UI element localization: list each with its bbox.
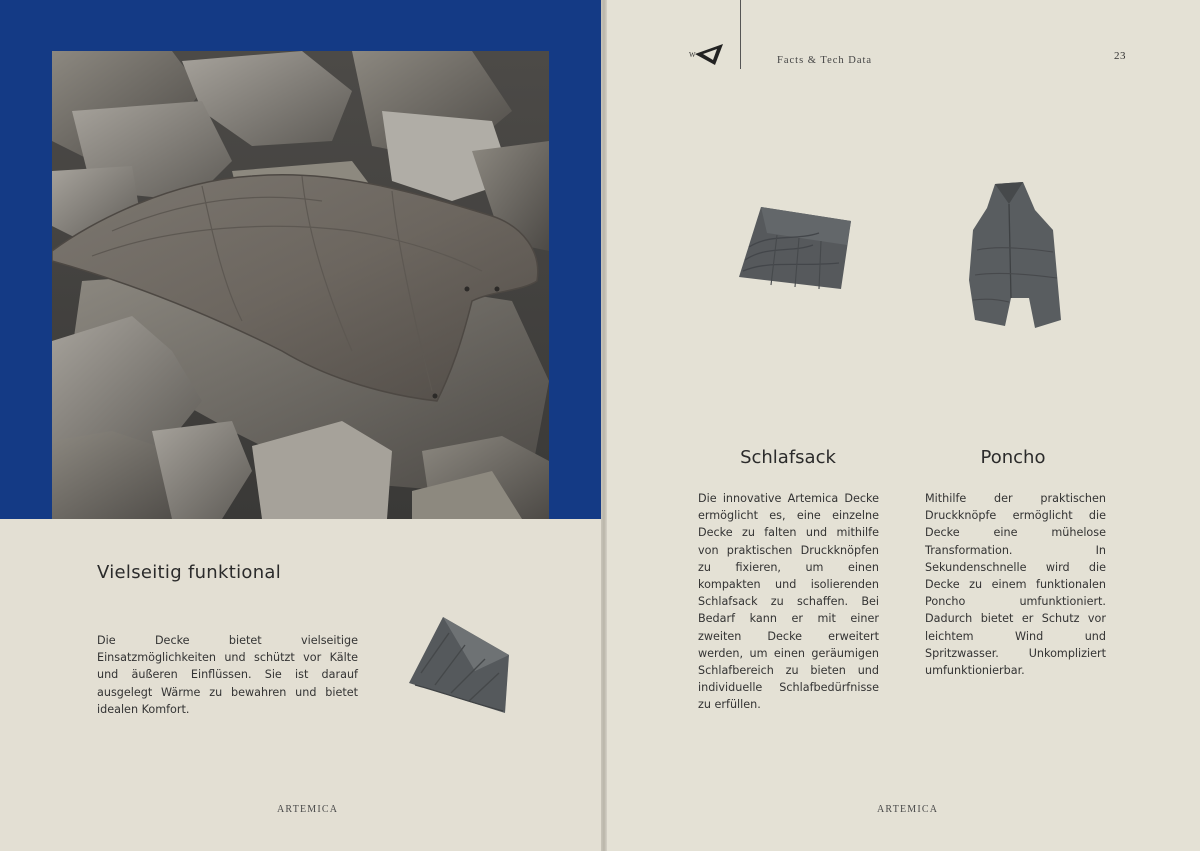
brand-footer: ARTEMICA <box>277 804 339 815</box>
right-page <box>607 0 1200 851</box>
artemica-logo-icon <box>689 41 725 67</box>
logo-letter: W <box>689 51 696 59</box>
schlafsack-body-text: Die innovative Artemica Decke ermöglicht es, eine einzelne Decke zu falten und mithilfe von praktischen Druckknöpfen zu fixieren, um einen kompakten und isolierenden Schlafsack zu schaffen. Bei Bedarf kann er mit einer zweiten Decke erweitert werden, um einen geräumigen Schlafbereich zu bieten und individuelle Schlafbedürfnisse zu erfüllen. <box>698 492 879 712</box>
sleeping-bag-image <box>737 205 852 290</box>
section-body-text: Die Decke bietet vielseitige Einsatzmöglichkeiten und schützt vor Kälte und äußeren Einflüssen. Sie ist darauf ausgelegt Wärme zu bewahren und bietet idealen Komfort. <box>97 634 358 716</box>
schlafsack-heading: Schlafsack <box>740 447 836 468</box>
poncho-image <box>965 180 1065 335</box>
brand-footer: ARTEMICA <box>877 804 939 815</box>
folded-blanket-image <box>405 615 517 715</box>
poncho-body-text: Mithilfe der praktischen Druckknöpfe ermöglicht die Decke eine mühelose Transformation. In Sekundenschnelle wird die Decke zu einem funktionalen Poncho umfunktioniert. Dadurch bietet er Schutz vor leichtem Wind und Spritzwasser. Unkompliziert umfunktionierbar. <box>925 492 1106 678</box>
header-section-label: Facts & Tech Data <box>777 55 873 66</box>
blanket-on-rocks-photo <box>52 51 549 519</box>
header-divider <box>740 0 741 69</box>
section-heading: Vielseitig funktional <box>97 562 282 583</box>
page-number: 23 <box>1114 50 1126 62</box>
poncho-heading: Poncho <box>980 447 1046 468</box>
